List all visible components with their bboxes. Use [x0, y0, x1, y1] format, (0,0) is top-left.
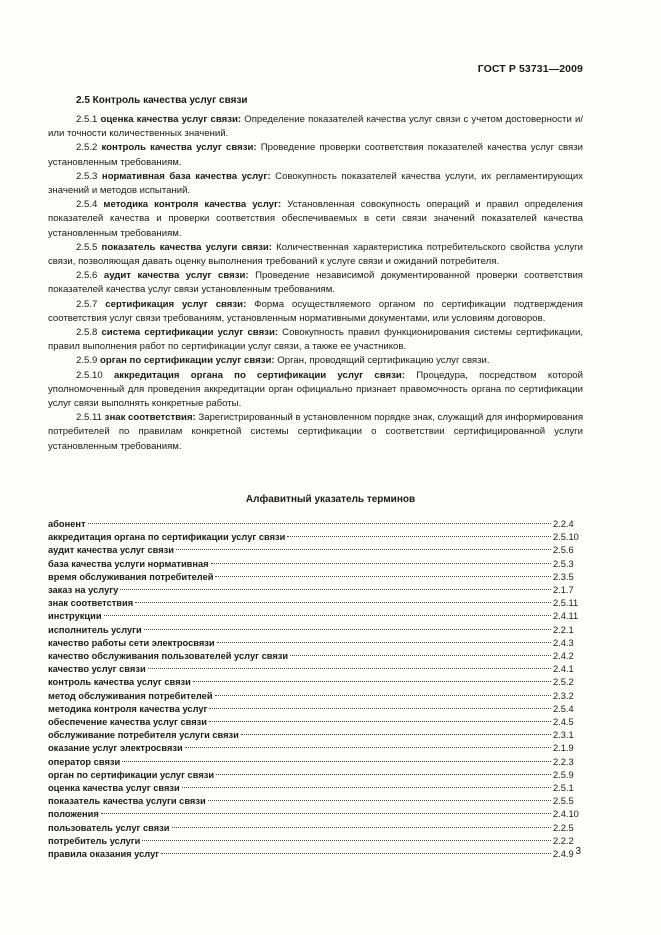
index-entry [48, 782, 583, 795]
clause-paragraph [48, 369, 583, 412]
dot-leader [182, 787, 551, 788]
index-term: метод обслуживания потребителей [48, 690, 213, 701]
page-number: 3 [575, 846, 581, 857]
clause-number: 2.5.6 [76, 270, 98, 282]
clause-paragraph [48, 354, 583, 368]
index-entry [48, 571, 583, 584]
clause-term: аудит качества услуг связи: [103, 270, 249, 282]
clause-number: 2.5.7 [76, 298, 98, 310]
clause-paragraph [48, 298, 583, 326]
index-term: оператор связи [48, 756, 121, 767]
dot-leader [161, 853, 551, 854]
dot-leader [211, 563, 551, 564]
clause-paragraph [48, 241, 583, 269]
index-entry [48, 729, 583, 742]
dot-leader [144, 629, 551, 630]
index-entry [48, 531, 583, 544]
index-ref: 2.4.1 [553, 664, 574, 675]
dot-leader [287, 536, 551, 537]
clause-definition: Проведение проверки соответствия показателей качества услуг связи установленным требованиям. [48, 142, 583, 168]
index-entry [48, 769, 583, 782]
index-ref: 2.1.7 [553, 585, 574, 596]
clause-number: 2.5.8 [76, 327, 98, 339]
dot-leader [176, 549, 551, 550]
dot-leader [209, 708, 551, 709]
clause-paragraph [48, 198, 583, 241]
index-entry [48, 624, 583, 637]
clause-number: 2.5.1 [76, 114, 98, 125]
clause-paragraph [48, 326, 583, 354]
index-ref: 2.4.10 [553, 809, 579, 820]
index-term: качество услуг связи [48, 664, 146, 675]
dot-leader [104, 615, 551, 616]
clause-definition: Орган, проводящий сертификацию услуг связи. [274, 355, 490, 367]
clause-number: 2.5.11 [76, 412, 102, 424]
index-term: методика контроля качества услуг [48, 703, 208, 714]
index-term: пользователь услуг связи [48, 822, 170, 833]
index-entry [48, 637, 583, 650]
index-term: обеспечение качества услуг связи [48, 717, 207, 728]
index-term: правила оказания услуг [48, 849, 160, 860]
index-term: оказание услуг электросвязи [48, 743, 183, 754]
index-entry [48, 597, 583, 610]
dot-leader [142, 840, 551, 841]
dot-leader [122, 761, 551, 762]
clause-paragraph [48, 170, 583, 198]
index-ref: 2.2.5 [553, 822, 574, 833]
index-term: потребитель услуги [48, 835, 141, 846]
section-title: 2.5 Контроль качества услуг связи [76, 95, 248, 106]
clause-definition: Количественная характеристика потребительского свойства услуги связи, позволяющая давать оценку выполнения требований к услуге связи и ожиданий потребителя. [48, 241, 583, 268]
clause-definition: Зарегистрированный в установленном порядке знак, служащий для информирования потребителей по правилам конкретной системы сертификации о соответствии сертифицированной услуги установленным требованиям. [48, 412, 584, 452]
clause-term: орган по сертификации услуг связи: [100, 355, 275, 367]
index-entry [48, 544, 583, 557]
dot-leader [290, 655, 551, 656]
index-entry [48, 822, 583, 835]
index-term: качество обслуживания пользователей услуг связи [48, 651, 289, 662]
index-ref: 2.5.2 [553, 677, 574, 688]
index-ref: 2.3.1 [553, 730, 574, 741]
dot-leader [216, 774, 551, 775]
term-index [48, 518, 583, 861]
index-term: контроль качества услуг связи [48, 677, 191, 688]
index-ref: 2.2.3 [553, 756, 574, 767]
index-ref: 2.3.5 [553, 571, 574, 582]
clause-term: контроль качества услуг связи: [101, 142, 257, 154]
clause-number: 2.5.10 [76, 369, 103, 381]
dot-leader [215, 695, 551, 696]
index-entry [48, 518, 583, 531]
clause-definition: Проведение независимой документированной проверки соответствия показателей качества услуг связи установленным требованиям. [48, 270, 583, 296]
clause-number: 2.5.2 [76, 142, 98, 154]
index-term: заказ на услугу [48, 585, 119, 596]
dot-leader [209, 721, 551, 722]
clause-paragraph [48, 411, 583, 454]
index-entry [48, 742, 583, 755]
index-term: инструкции [48, 611, 102, 622]
index-term: обслуживание потребителя услуги связи [48, 730, 239, 741]
dot-leader [208, 800, 551, 801]
clause-list [48, 113, 583, 454]
index-ref: 2.5.10 [553, 532, 579, 543]
index-term: аудит качества услуг связи [48, 545, 175, 556]
dot-leader [101, 813, 551, 814]
clause-number: 2.5.9 [76, 355, 98, 367]
index-ref: 2.4.3 [553, 637, 574, 648]
index-ref: 2.5.6 [553, 545, 574, 556]
clause-definition: Процедура, посредством которой уполномоченный для проведения аккредитации орган официально признает правомочность органа по сертификации услуг связи выполнять конкретные работы. [48, 369, 584, 410]
index-ref: 2.4.9 [553, 849, 574, 860]
dot-leader [148, 668, 551, 669]
clause-number: 2.5.4 [76, 199, 98, 211]
index-term: положения [48, 809, 99, 820]
index-term: абонент [48, 519, 86, 529]
clause-paragraph [48, 141, 583, 169]
clause-definition: Совокупность показателей качества услуги, их регламентирующих значений и методов испытаний. [48, 170, 584, 197]
clause-term: аккредитация органа по сертификации услуг связи: [113, 369, 405, 381]
index-entry [48, 835, 583, 848]
clause-term: оценка качества услуг связи: [100, 114, 242, 125]
index-ref: 2.3.2 [553, 690, 574, 701]
index-entry [48, 558, 583, 571]
index-term: качество работы сети электросвязи [48, 637, 215, 648]
index-entry [48, 676, 583, 689]
index-ref: 2.5.11 [553, 598, 579, 609]
index-term: орган по сертификации услуг связи [48, 769, 215, 780]
dot-leader [88, 523, 551, 524]
index-ref: 2.2.2 [553, 835, 574, 846]
index-entry [48, 663, 583, 676]
index-entry [48, 703, 583, 716]
index-term: база качества услуги нормативная [48, 558, 209, 569]
index-term: аккредитация органа по сертификации услуг связи [48, 532, 286, 543]
index-ref: 2.4.5 [553, 717, 574, 728]
dot-leader [172, 827, 552, 828]
clause-definition: Совокупность правил функционирования системы сертификации, правил выполнения работ по сертификации услуг связи, а также ее участников. [48, 327, 583, 353]
index-entry [48, 610, 583, 623]
index-ref: 2.2.4 [553, 519, 574, 529]
index-entry [48, 650, 583, 663]
index-ref: 2.5.5 [553, 796, 574, 807]
index-ref: 2.5.4 [553, 703, 574, 714]
dot-leader [217, 642, 551, 643]
index-ref: 2.4.2 [553, 651, 574, 662]
index-ref: 2.1.9 [553, 743, 574, 754]
index-entry [48, 716, 583, 729]
clause-term: знак соответствия: [104, 412, 196, 424]
clause-paragraph [48, 269, 583, 297]
index-term: показатель качества услуги связи [48, 796, 206, 807]
index-term: время обслуживания потребителей [48, 571, 214, 582]
document-code: ГОСТ Р 53731—2009 [477, 63, 583, 75]
index-ref: 2.5.9 [553, 769, 574, 780]
dot-leader [120, 589, 551, 590]
index-term: оценка качества услуг связи [48, 783, 180, 794]
index-ref: 2.5.3 [553, 558, 574, 569]
index-ref: 2.5.1 [553, 783, 574, 794]
dot-leader [185, 747, 551, 748]
clause-definition: Установленная совокупность операций и правил определения показателей качества и проверки соответствия обеспечиваемых в сети связи значений показателей качества установленным требованиям. [48, 199, 583, 239]
dot-leader [193, 681, 551, 682]
clause-definition: Форма осуществляемого органом по сертификации подтверждения соответствия услуг связи требованиям, установленным нормативными документами, или условиям договоров. [48, 298, 583, 324]
clause-term: сертификация услуг связи: [105, 298, 247, 310]
dot-leader [135, 602, 551, 603]
clause-term: показатель качества услуги связи: [101, 241, 272, 253]
clause-term: методика контроля качества услуг: [103, 199, 282, 211]
index-ref: 2.2.1 [553, 624, 574, 635]
index-entry [48, 795, 583, 808]
index-entry [48, 808, 583, 821]
index-entry [48, 756, 583, 769]
clause-paragraph [48, 113, 583, 141]
clause-term: нормативная база качества услуг: [101, 170, 271, 182]
index-entry [48, 848, 583, 861]
index-term: исполнитель услуги [48, 624, 142, 635]
index-ref: 2.4.11 [553, 611, 579, 622]
index-entry [48, 690, 583, 703]
index-term: знак соответствия [48, 598, 134, 609]
clause-number: 2.5.5 [76, 241, 98, 253]
clause-term: система сертификации услуг связи: [101, 327, 279, 339]
dot-leader [241, 734, 551, 735]
dot-leader [215, 576, 551, 577]
index-entry [48, 584, 583, 597]
index-title: Алфавитный указатель терминов [245, 494, 416, 505]
clause-number: 2.5.3 [76, 170, 98, 182]
clause-definition: Определение показателей качества услуг связи с учетом достоверности и/или точности количественных значений. [48, 114, 583, 140]
